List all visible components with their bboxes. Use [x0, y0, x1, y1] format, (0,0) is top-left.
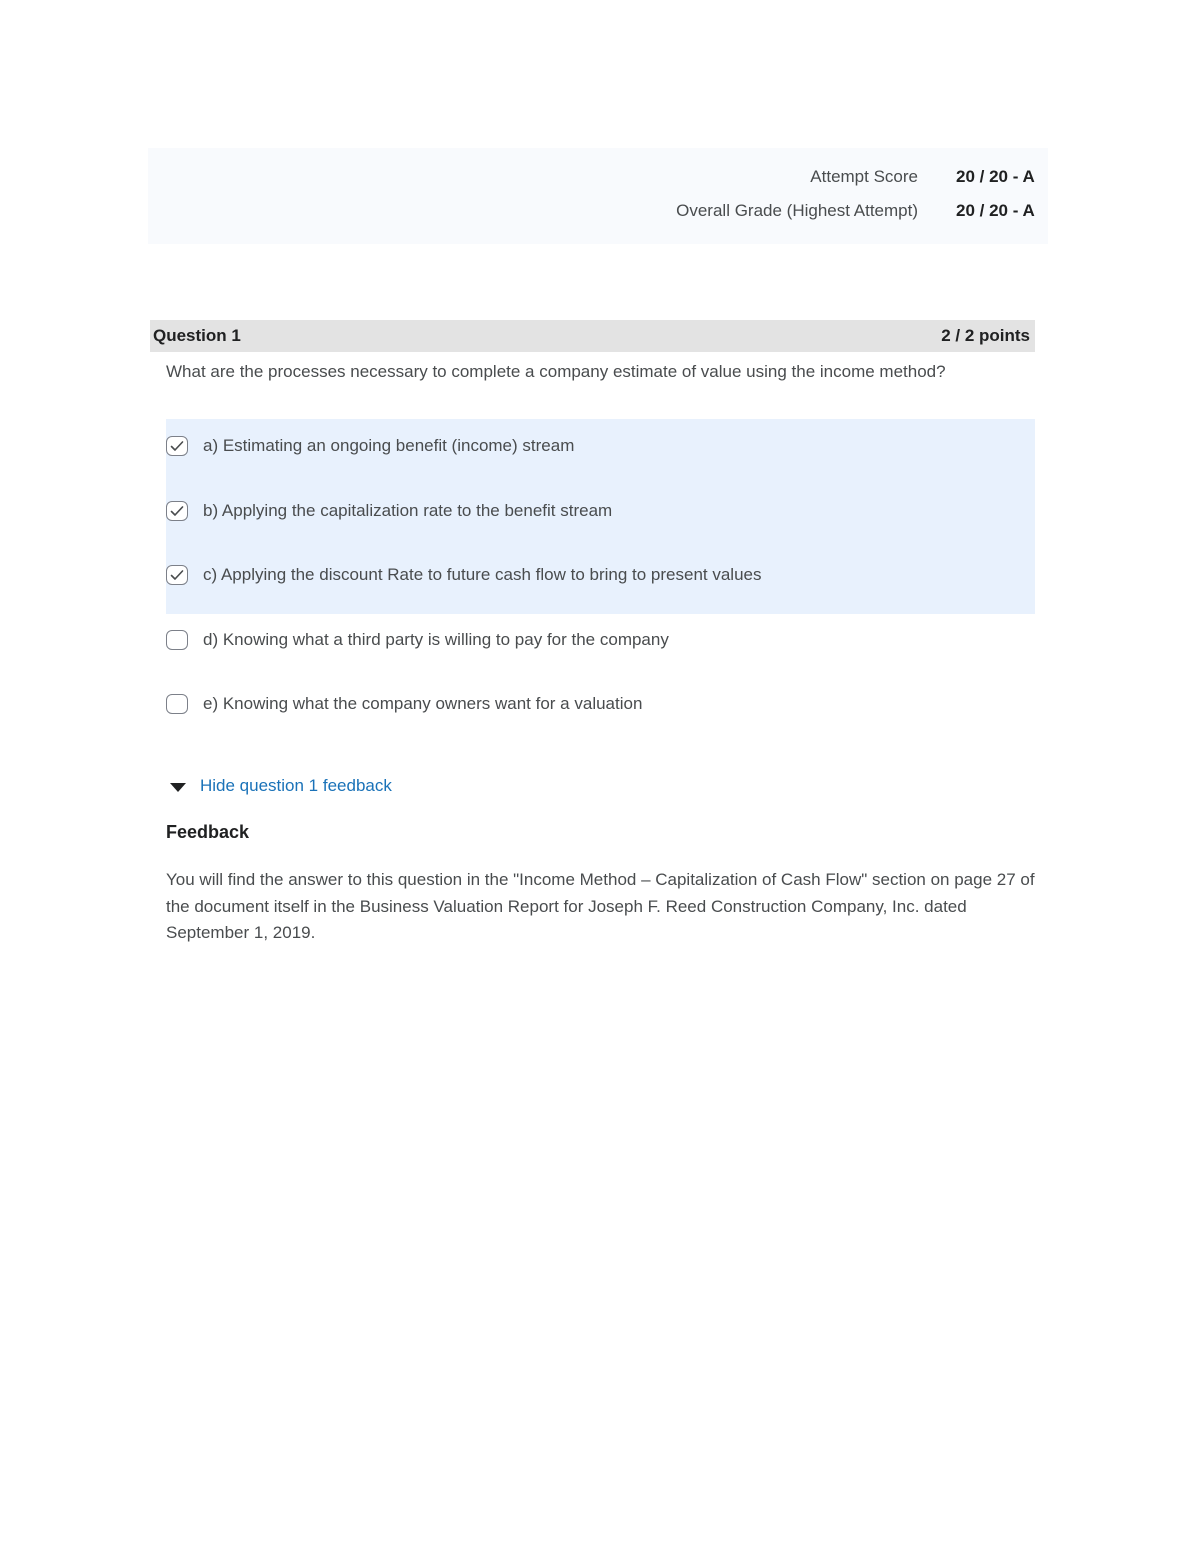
- choice-b-label: b) Applying the capitalization rate to the benefit stream: [203, 501, 613, 520]
- choice-a[interactable]: [166, 426, 574, 466]
- choice-d[interactable]: [166, 620, 669, 660]
- choice-b[interactable]: [166, 491, 612, 531]
- checkbox-checked-icon[interactable]: [166, 565, 188, 585]
- checkbox-unchecked-icon[interactable]: [166, 630, 188, 650]
- question-title: Question 1: [153, 326, 241, 345]
- score-summary-panel: [148, 148, 1048, 244]
- hide-feedback-toggle[interactable]: [170, 773, 392, 799]
- overall-grade-row: [676, 196, 1048, 226]
- choice-d-label: d) Knowing what a third party is willing to pay for the company: [203, 630, 669, 649]
- checkbox-checked-icon[interactable]: [166, 501, 188, 521]
- question-points: 2 / 2 points: [941, 326, 1030, 345]
- hide-feedback-link[interactable]: Hide question 1 feedback: [200, 776, 392, 795]
- feedback-heading: Feedback: [166, 822, 250, 842]
- choice-e[interactable]: [166, 684, 642, 724]
- caret-down-icon: [170, 783, 186, 792]
- choice-a-label: a) Estimating an ongoing benefit (income) stream: [203, 436, 575, 455]
- checkbox-unchecked-icon[interactable]: [166, 694, 188, 714]
- attempt-score-label: Attempt Score: [810, 167, 918, 186]
- attempt-score-row: [810, 162, 1048, 192]
- choice-c-label: c) Applying the discount Rate to future cash flow to bring to present values: [203, 565, 762, 584]
- choice-c[interactable]: [166, 555, 762, 595]
- overall-grade-value: 20 / 20 - A: [956, 201, 1035, 220]
- question-text: What are the processes necessary to complete a company estimate of value using the income method?: [166, 362, 946, 381]
- overall-grade-label: Overall Grade (Highest Attempt): [676, 201, 918, 220]
- choice-e-label: e) Knowing what the company owners want for a valuation: [203, 694, 643, 713]
- checkbox-checked-icon[interactable]: [166, 436, 188, 456]
- feedback-body: You will find the answer to this question in the "Income Method – Capitalization of Cash Flow" section on page 27 of the document itself in the Business Valuation Report for Joseph F. Reed Construction Company, Inc. dated September 1, 2019.: [166, 870, 1035, 942]
- attempt-score-value: 20 / 20 - A: [956, 167, 1035, 186]
- question-header: [150, 320, 1035, 352]
